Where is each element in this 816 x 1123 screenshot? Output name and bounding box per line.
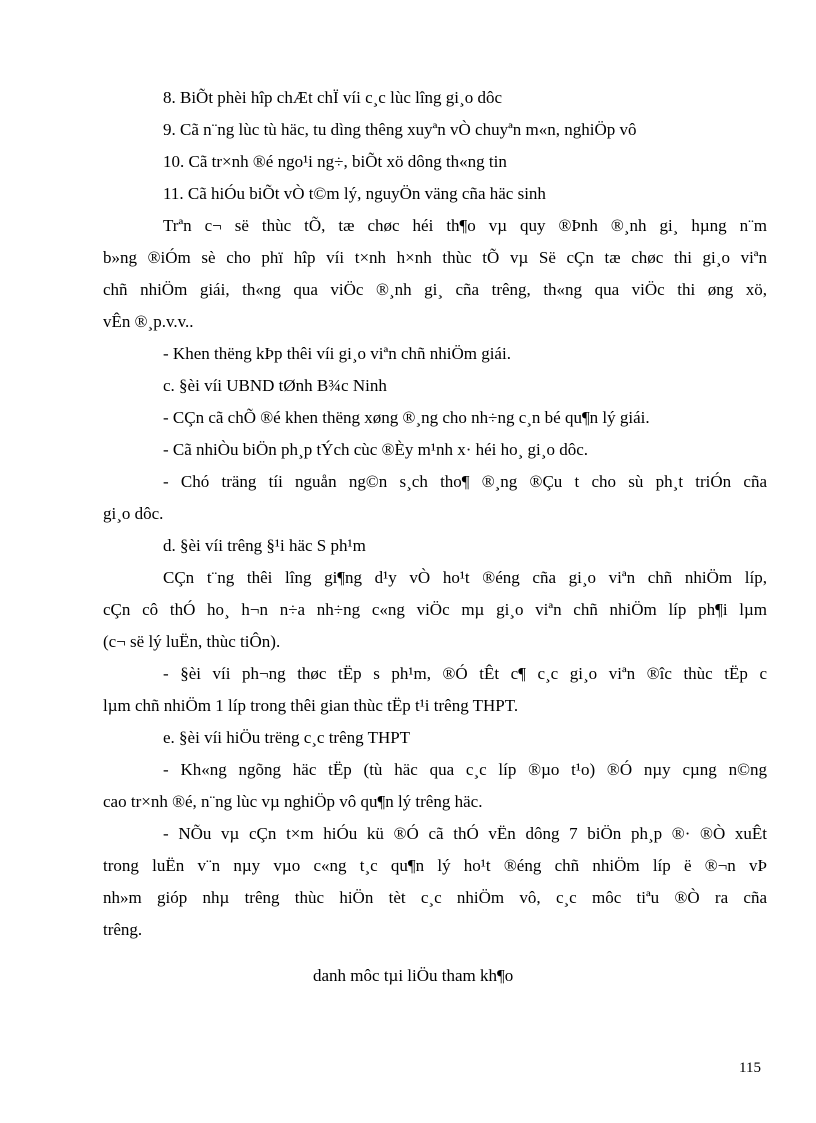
paragraph-line: nh»m gióp nhµ trêng thùc hiÖn tèt c¸c nhiÖm vô, c¸c môc tiªu ®Ò ra cña — [103, 888, 767, 907]
paragraph-line: - Khen thëng kÞp thêi víi gi¸o viªn chñ nhiÖm giái. — [163, 344, 511, 363]
section-heading: d. §èi víi trêng §¹i häc S ph¹m — [163, 536, 366, 555]
list-item: 9. Cã n¨ng lùc tù häc, tu dìng thêng xuyªn vÒ chuyªn m«n, nghiÖp vô — [163, 120, 637, 139]
list-item: 11. Cã hiÓu biÕt vÒ t©m lý, nguyÖn väng cña häc sinh — [163, 184, 546, 203]
paragraph-line: - NÕu vµ cÇn t×m hiÓu kü ®Ó cã thÓ vËn dông 7 biÖn ph¸p ®· ®Ò xuÊt — [163, 824, 767, 843]
paragraph-line: - Chó träng tíi nguån ng©n s¸ch tho¶ ®¸ng ®Çu t cho sù ph¸t triÓn cña — [163, 472, 767, 491]
paragraph-line: - §èi víi ph¬ng thøc tËp s ph¹m, ®Ó tÊt c¶ c¸c gi¸o viªn ®îc thùc tËp c — [163, 664, 767, 683]
paragraph-line: b»ng ®iÓm sè cho phï hîp víi t×nh h×nh thùc tÕ vµ Së cÇn tæ chøc thi gi¸o viªn — [103, 248, 767, 267]
page-number: 115 — [739, 1060, 761, 1076]
paragraph-line: cÇn cô thÓ ho¸ h¬n n÷a nh÷ng c«ng viÖc mµ gi¸o viªn chñ nhiÖm líp ph¶i lµm — [103, 600, 767, 619]
section-heading: c. §èi víi UBND tØnh B¾c Ninh — [163, 376, 387, 395]
paragraph-line: CÇn t¨ng thêi lîng gi¶ng d¹y vÒ ho¹t ®éng cña gi¸o viªn chñ nhiÖm líp, — [163, 568, 767, 587]
paragraph-line: gi¸o dôc. — [103, 504, 164, 523]
paragraph-line: chñ nhiÖm giái, th«ng qua viÖc ®¸nh gi¸ cña trêng, th«ng qua viÖc thi øng xö, — [103, 280, 767, 299]
paragraph-line: (c¬ së lý luËn, thùc tiÔn). — [103, 632, 281, 651]
paragraph-line: lµm chñ nhiÖm 1 líp trong thêi gian thùc tËp t¹i trêng THPT. — [103, 696, 519, 715]
paragraph-line: - CÇn cã chÕ ®é khen thëng xøng ®¸ng cho nh÷ng c¸n bé qu¶n lý giái. — [163, 408, 650, 427]
list-item: 8. BiÕt phèi hîp chÆt chÏ víi c¸c lùc lîng gi¸o dôc — [163, 88, 502, 107]
list-item: 10. Cã tr×nh ®é ngo¹i ng÷, biÕt xö dông th«ng tin — [163, 152, 507, 171]
paragraph-line: cao tr×nh ®é, n¨ng lùc vµ nghiÖp vô qu¶n lý trêng häc. — [103, 792, 483, 811]
paragraph-line: - Cã nhiÒu biÖn ph¸p tÝch cùc ®Èy m¹nh x· héi ho¸ gi¸o dôc. — [163, 440, 588, 459]
section-heading: e. §èi víi hiÖu trëng c¸c trêng THPT — [163, 728, 411, 747]
paragraph-line: vÊn ®¸p.v.v.. — [103, 312, 194, 331]
paragraph-line: - Kh«ng ngõng häc tËp (tù häc qua c¸c líp ®µo t¹o) ®Ó nµy cµng n©ng — [163, 760, 767, 779]
paragraph-line: trong luËn v¨n nµy vµo c«ng t¸c qu¶n lý ho¹t ®éng chñ nhiÖm líp ë ®¬n vÞ — [103, 856, 767, 875]
references-heading: danh môc tµi liÖu tham kh¶o — [313, 966, 514, 985]
paragraph-line: trêng. — [103, 920, 143, 939]
paragraph-line: Trªn c¬ së thùc tÕ, tæ chøc héi th¶o vµ quy ®Þnh ®¸nh gi¸ hµng n¨m — [163, 216, 767, 235]
